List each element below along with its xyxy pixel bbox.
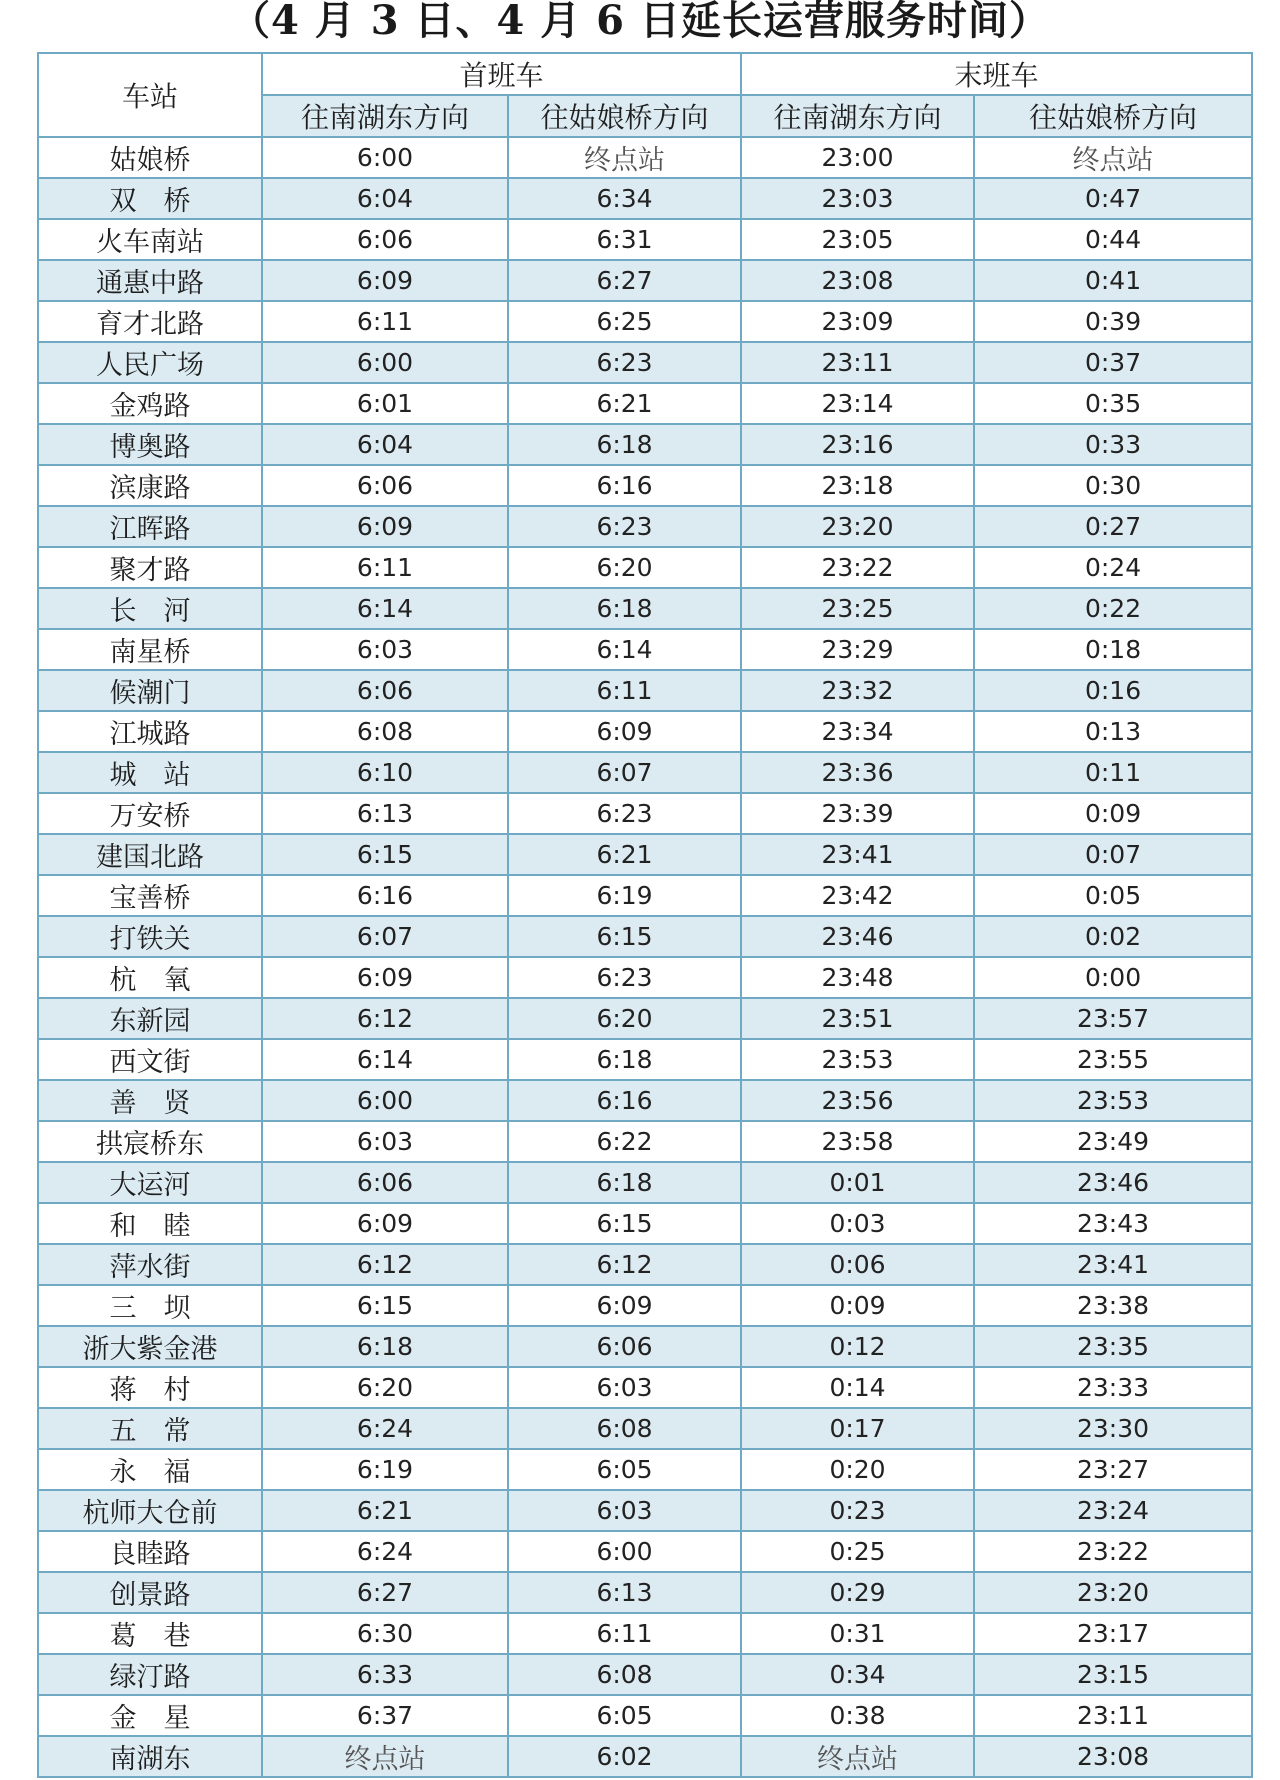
last-train-nanhudong-cell: 23:48 [741,957,974,998]
last-train-nanhudong-cell: 0:25 [741,1531,974,1572]
first-train-guniangqiao-cell: 6:21 [508,834,741,875]
last-train-guniangqiao-cell: 23:49 [974,1121,1252,1162]
station-cell: 良睦路 [38,1531,262,1572]
first-train-nanhudong-cell: 终点站 [262,1736,508,1777]
first-train-nanhudong-cell: 6:27 [262,1572,508,1613]
station-cell: 西文街 [38,1039,262,1080]
last-train-nanhudong-cell: 23:08 [741,260,974,301]
first-train-nanhudong-cell: 6:37 [262,1695,508,1736]
first-train-nanhudong-cell: 6:20 [262,1367,508,1408]
first-train-nanhudong-cell: 6:13 [262,793,508,834]
first-train-nanhudong-cell: 6:07 [262,916,508,957]
last-train-guniangqiao-cell: 0:37 [974,342,1252,383]
first-train-nanhudong-cell: 6:03 [262,1121,508,1162]
first-train-nanhudong-cell: 6:04 [262,178,508,219]
last-train-nanhudong-cell: 0:20 [741,1449,974,1490]
first-train-nanhudong-cell: 6:06 [262,465,508,506]
table-row [38,957,1252,998]
station-cell: 建国北路 [38,834,262,875]
last-train-nanhudong-cell: 0:12 [741,1326,974,1367]
last-train-guniangqiao-cell: 0:47 [974,178,1252,219]
last-train-nanhudong-cell: 23:41 [741,834,974,875]
table-row [38,793,1252,834]
station-cell: 双 桥 [38,178,262,219]
first-train-guniangqiao-cell: 6:08 [508,1408,741,1449]
table-row [38,1367,1252,1408]
last-train-guniangqiao-cell: 终点站 [974,137,1252,178]
first-train-nanhudong-cell: 6:24 [262,1531,508,1572]
last-train-nanhudong-cell: 23:32 [741,670,974,711]
station-column-header: 车站 [38,53,262,137]
station-cell: 姑娘桥 [38,137,262,178]
first-train-guniangqiao-cell: 6:09 [508,711,741,752]
last-train-guniangqiao-cell: 23:55 [974,1039,1252,1080]
table-row [38,1121,1252,1162]
first-train-guniangqiao-cell: 6:23 [508,506,741,547]
last-train-nanhudong-cell: 23:56 [741,1080,974,1121]
table-row [38,1613,1252,1654]
last-train-nanhudong-cell: 23:18 [741,465,974,506]
first-train-nanhudong-cell: 6:12 [262,1244,508,1285]
last-train-guniangqiao-cell: 0:02 [974,916,1252,957]
table-row [38,178,1252,219]
station-cell: 南星桥 [38,629,262,670]
first-train-guniangqiao-cell: 6:05 [508,1695,741,1736]
first-train-nanhudong-cell: 6:06 [262,1162,508,1203]
first-train-guniangqiao-cell: 6:21 [508,383,741,424]
table-row [38,547,1252,588]
first-train-nanhudong-cell: 6:09 [262,1203,508,1244]
first-train-nanhudong-cell: 6:01 [262,383,508,424]
table-row [38,1039,1252,1080]
last-train-guniangqiao-cell: 23:30 [974,1408,1252,1449]
table-row [38,260,1252,301]
table-row [38,219,1252,260]
last-train-nanhudong-cell: 终点站 [741,1736,974,1777]
last-train-nanhudong-cell: 0:23 [741,1490,974,1531]
table-row [38,834,1252,875]
last-train-guniangqiao-cell: 0:07 [974,834,1252,875]
table-row [38,1080,1252,1121]
last-train-nanhudong-cell: 23:42 [741,875,974,916]
first-train-guniangqiao-cell: 6:27 [508,260,741,301]
last-train-guniangqiao-cell: 23:53 [974,1080,1252,1121]
last-train-guniangqiao-cell: 23:33 [974,1367,1252,1408]
first-train-nanhudong-cell: 6:06 [262,670,508,711]
schedule-body [38,137,1252,1777]
last-train-nanhudong-cell: 23:09 [741,301,974,342]
last-dir-guniangqiao-header: 往姑娘桥方向 [974,95,1252,137]
first-train-nanhudong-cell: 6:24 [262,1408,508,1449]
first-train-guniangqiao-cell: 6:00 [508,1531,741,1572]
first-train-guniangqiao-cell: 6:15 [508,916,741,957]
last-train-header: 末班车 [741,53,1252,95]
first-train-nanhudong-cell: 6:19 [262,1449,508,1490]
last-train-guniangqiao-cell: 0:30 [974,465,1252,506]
station-cell: 萍水街 [38,1244,262,1285]
first-train-nanhudong-cell: 6:09 [262,506,508,547]
last-train-guniangqiao-cell: 23:41 [974,1244,1252,1285]
first-train-nanhudong-cell: 6:30 [262,1613,508,1654]
table-row [38,1490,1252,1531]
first-train-guniangqiao-cell: 6:08 [508,1654,741,1695]
first-train-nanhudong-cell: 6:21 [262,1490,508,1531]
station-cell: 善 贤 [38,1080,262,1121]
station-cell: 聚才路 [38,547,262,588]
table-row [38,916,1252,957]
first-train-guniangqiao-cell: 6:11 [508,1613,741,1654]
station-cell: 城 站 [38,752,262,793]
last-train-guniangqiao-cell: 23:24 [974,1490,1252,1531]
header-row-top [38,53,1252,95]
first-train-guniangqiao-cell: 6:06 [508,1326,741,1367]
first-train-nanhudong-cell: 6:00 [262,342,508,383]
first-train-guniangqiao-cell: 终点站 [508,137,741,178]
page-title: （4 月 3 日、4 月 6 日延长运营服务时间） [230,0,1050,44]
first-train-guniangqiao-cell: 6:18 [508,588,741,629]
first-train-guniangqiao-cell: 6:15 [508,1203,741,1244]
first-train-nanhudong-cell: 6:09 [262,260,508,301]
first-train-nanhudong-cell: 6:11 [262,547,508,588]
first-train-guniangqiao-cell: 6:31 [508,219,741,260]
last-train-guniangqiao-cell: 0:18 [974,629,1252,670]
first-train-nanhudong-cell: 6:06 [262,219,508,260]
table-row [38,1203,1252,1244]
last-train-guniangqiao-cell: 23:17 [974,1613,1252,1654]
last-train-nanhudong-cell: 0:31 [741,1613,974,1654]
first-train-guniangqiao-cell: 6:16 [508,465,741,506]
first-train-nanhudong-cell: 6:11 [262,301,508,342]
last-train-guniangqiao-cell: 0:27 [974,506,1252,547]
station-cell: 金 星 [38,1695,262,1736]
first-train-nanhudong-cell: 6:18 [262,1326,508,1367]
last-train-nanhudong-cell: 23:11 [741,342,974,383]
last-train-guniangqiao-cell: 23:35 [974,1326,1252,1367]
last-train-nanhudong-cell: 23:34 [741,711,974,752]
last-train-nanhudong-cell: 23:22 [741,547,974,588]
last-train-nanhudong-cell: 0:29 [741,1572,974,1613]
first-train-nanhudong-cell: 6:12 [262,998,508,1039]
table-row [38,1695,1252,1736]
first-train-header: 首班车 [262,53,741,95]
first-train-guniangqiao-cell: 6:12 [508,1244,741,1285]
table-row [38,875,1252,916]
station-cell: 拱宸桥东 [38,1121,262,1162]
last-train-guniangqiao-cell: 0:16 [974,670,1252,711]
last-train-nanhudong-cell: 0:03 [741,1203,974,1244]
first-train-guniangqiao-cell: 6:14 [508,629,741,670]
last-dir-nanhudong-header: 往南湖东方向 [741,95,974,137]
table-row [38,1326,1252,1367]
first-train-guniangqiao-cell: 6:18 [508,1162,741,1203]
station-cell: 江晖路 [38,506,262,547]
station-cell: 育才北路 [38,301,262,342]
last-train-guniangqiao-cell: 0:05 [974,875,1252,916]
last-train-nanhudong-cell: 0:38 [741,1695,974,1736]
station-cell: 通惠中路 [38,260,262,301]
table-row [38,1654,1252,1695]
first-train-nanhudong-cell: 6:03 [262,629,508,670]
last-train-guniangqiao-cell: 0:35 [974,383,1252,424]
last-train-guniangqiao-cell: 23:57 [974,998,1252,1039]
table-row [38,465,1252,506]
station-cell: 杭 氧 [38,957,262,998]
station-cell: 和 睦 [38,1203,262,1244]
station-cell: 金鸡路 [38,383,262,424]
first-train-guniangqiao-cell: 6:22 [508,1121,741,1162]
station-cell: 滨康路 [38,465,262,506]
station-cell: 葛 巷 [38,1613,262,1654]
first-train-nanhudong-cell: 6:16 [262,875,508,916]
first-train-nanhudong-cell: 6:00 [262,1080,508,1121]
first-train-guniangqiao-cell: 6:13 [508,1572,741,1613]
last-train-nanhudong-cell: 23:36 [741,752,974,793]
last-train-guniangqiao-cell: 0:11 [974,752,1252,793]
table-row [38,137,1252,178]
last-train-guniangqiao-cell: 0:41 [974,260,1252,301]
station-cell: 浙大紫金港 [38,1326,262,1367]
last-train-nanhudong-cell: 23:03 [741,178,974,219]
first-train-nanhudong-cell: 6:10 [262,752,508,793]
last-train-nanhudong-cell: 23:51 [741,998,974,1039]
first-train-guniangqiao-cell: 6:34 [508,178,741,219]
last-train-guniangqiao-cell: 0:22 [974,588,1252,629]
table-row [38,998,1252,1039]
station-cell: 大运河 [38,1162,262,1203]
station-cell: 候潮门 [38,670,262,711]
last-train-nanhudong-cell: 23:29 [741,629,974,670]
table-row [38,670,1252,711]
last-train-nanhudong-cell: 23:39 [741,793,974,834]
first-train-nanhudong-cell: 6:00 [262,137,508,178]
first-train-nanhudong-cell: 6:14 [262,1039,508,1080]
station-cell: 永 福 [38,1449,262,1490]
last-train-nanhudong-cell: 23:14 [741,383,974,424]
first-train-nanhudong-cell: 6:15 [262,834,508,875]
table-row [38,1285,1252,1326]
station-cell: 火车南站 [38,219,262,260]
last-train-nanhudong-cell: 23:58 [741,1121,974,1162]
last-train-nanhudong-cell: 23:16 [741,424,974,465]
last-train-nanhudong-cell: 23:20 [741,506,974,547]
last-train-guniangqiao-cell: 0:24 [974,547,1252,588]
station-cell: 长 河 [38,588,262,629]
last-train-nanhudong-cell: 0:01 [741,1162,974,1203]
first-train-guniangqiao-cell: 6:23 [508,957,741,998]
station-cell: 人民广场 [38,342,262,383]
first-train-nanhudong-cell: 6:14 [262,588,508,629]
first-train-guniangqiao-cell: 6:19 [508,875,741,916]
table-row [38,342,1252,383]
first-train-guniangqiao-cell: 6:02 [508,1736,741,1777]
station-cell: 蒋 村 [38,1367,262,1408]
table-row [38,629,1252,670]
table-row [38,711,1252,752]
last-train-nanhudong-cell: 0:14 [741,1367,974,1408]
first-train-nanhudong-cell: 6:08 [262,711,508,752]
last-train-nanhudong-cell: 23:00 [741,137,974,178]
schedule-table [37,52,1253,1778]
last-train-guniangqiao-cell: 23:15 [974,1654,1252,1695]
last-train-guniangqiao-cell: 0:44 [974,219,1252,260]
table-row [38,383,1252,424]
last-train-guniangqiao-cell: 0:09 [974,793,1252,834]
station-cell: 杭师大仓前 [38,1490,262,1531]
last-train-guniangqiao-cell: 23:11 [974,1695,1252,1736]
last-train-guniangqiao-cell: 0:13 [974,711,1252,752]
station-cell: 江城路 [38,711,262,752]
first-train-guniangqiao-cell: 6:20 [508,998,741,1039]
first-train-guniangqiao-cell: 6:23 [508,342,741,383]
table-row [38,1408,1252,1449]
first-train-guniangqiao-cell: 6:23 [508,793,741,834]
first-train-guniangqiao-cell: 6:25 [508,301,741,342]
last-train-nanhudong-cell: 0:34 [741,1654,974,1695]
first-dir-guniangqiao-header: 往姑娘桥方向 [508,95,741,137]
table-row [38,1244,1252,1285]
last-train-guniangqiao-cell: 23:38 [974,1285,1252,1326]
table-row [38,301,1252,342]
table-row [38,1162,1252,1203]
last-train-guniangqiao-cell: 0:39 [974,301,1252,342]
last-train-guniangqiao-cell: 23:22 [974,1531,1252,1572]
last-train-guniangqiao-cell: 23:27 [974,1449,1252,1490]
last-train-guniangqiao-cell: 0:00 [974,957,1252,998]
table-row [38,1531,1252,1572]
first-train-guniangqiao-cell: 6:18 [508,424,741,465]
first-train-guniangqiao-cell: 6:03 [508,1367,741,1408]
last-train-nanhudong-cell: 23:53 [741,1039,974,1080]
last-train-guniangqiao-cell: 23:46 [974,1162,1252,1203]
last-train-nanhudong-cell: 23:46 [741,916,974,957]
first-train-guniangqiao-cell: 6:20 [508,547,741,588]
table-row [38,1449,1252,1490]
last-train-guniangqiao-cell: 23:43 [974,1203,1252,1244]
last-train-nanhudong-cell: 0:06 [741,1244,974,1285]
last-train-guniangqiao-cell: 23:20 [974,1572,1252,1613]
table-row [38,506,1252,547]
table-row [38,1572,1252,1613]
last-train-guniangqiao-cell: 0:33 [974,424,1252,465]
first-train-guniangqiao-cell: 6:09 [508,1285,741,1326]
table-row [38,1736,1252,1777]
last-train-nanhudong-cell: 23:25 [741,588,974,629]
first-train-nanhudong-cell: 6:04 [262,424,508,465]
station-cell: 绿汀路 [38,1654,262,1695]
first-train-guniangqiao-cell: 6:16 [508,1080,741,1121]
first-train-nanhudong-cell: 6:15 [262,1285,508,1326]
station-cell: 创景路 [38,1572,262,1613]
station-cell: 打铁关 [38,916,262,957]
station-cell: 三 坝 [38,1285,262,1326]
first-train-guniangqiao-cell: 6:03 [508,1490,741,1531]
first-train-guniangqiao-cell: 6:05 [508,1449,741,1490]
table-row [38,752,1252,793]
last-train-guniangqiao-cell: 23:08 [974,1736,1252,1777]
last-train-nanhudong-cell: 0:09 [741,1285,974,1326]
first-train-guniangqiao-cell: 6:11 [508,670,741,711]
station-cell: 五 常 [38,1408,262,1449]
last-train-nanhudong-cell: 23:05 [741,219,974,260]
station-cell: 南湖东 [38,1736,262,1777]
last-train-nanhudong-cell: 0:17 [741,1408,974,1449]
table-row [38,424,1252,465]
station-cell: 宝善桥 [38,875,262,916]
first-train-nanhudong-cell: 6:09 [262,957,508,998]
station-cell: 东新园 [38,998,262,1039]
first-train-guniangqiao-cell: 6:18 [508,1039,741,1080]
first-train-nanhudong-cell: 6:33 [262,1654,508,1695]
first-train-guniangqiao-cell: 6:07 [508,752,741,793]
table-row [38,588,1252,629]
first-dir-nanhudong-header: 往南湖东方向 [262,95,508,137]
station-cell: 博奥路 [38,424,262,465]
station-cell: 万安桥 [38,793,262,834]
